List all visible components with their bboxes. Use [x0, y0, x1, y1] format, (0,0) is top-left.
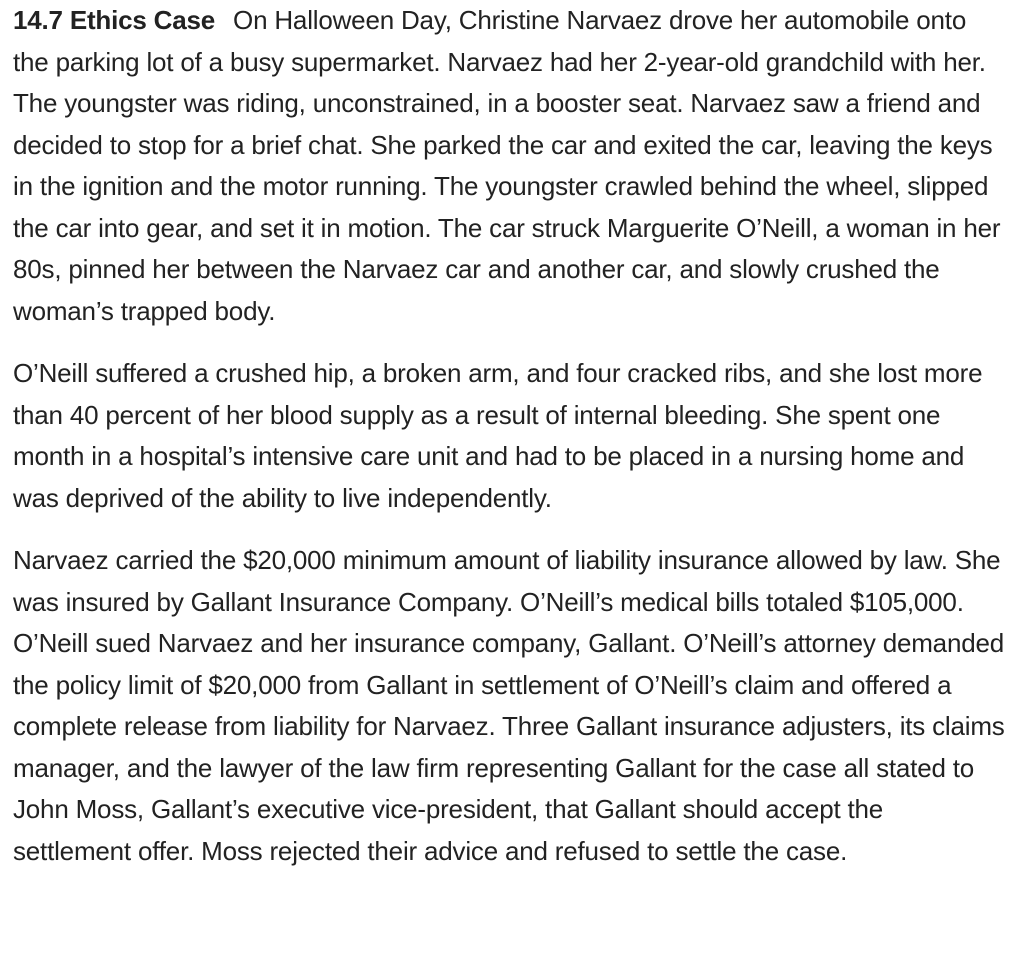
case-title: 14.7 Ethics Case	[13, 5, 216, 35]
case-paragraph-1-text: On Halloween Day, Christine Narvaez drove her automobile onto the parking lot of a busy supermarket. Narvaez had her 2-year-old grandchild with her. The youngster was riding, unconstrained, in a booster seat. Narvaez saw a friend and decided to stop for a brief chat. She parked the car and exited the car, leaving the keys in the ignition and the motor running. The youngster crawled behind the wheel, slipped the car into gear, and set it in motion. The car struck Marguerite O’Neill, a woman in her 80s, pinned her between the Narvaez car and another car, and slowly crushed the woman’s trapped body.	[13, 5, 1001, 326]
case-paragraph-3: Narvaez carried the $20,000 minimum amount of liability insurance allowed by law. She was insured by Gallant Insurance Company. O’Neill’s medical bills totaled $105,000. O’Neill sued Narvaez and her insurance company, Gallant. O’Neill’s attorney demanded the policy limit of $20,000 from Gallant in settlement of O’Neill’s claim and offered a complete release from liability for Narvaez. Three Gallant insurance adjusters, its claims manager, and the lawyer of the law firm representing Gallant for the case all stated to John Moss, Gallant’s executive vice-president, that Gallant should accept the settlement offer. Moss rejected their advice and refused to settle the case.	[13, 545, 1005, 866]
case-paragraph-1	[13, 0, 1006, 332]
case-paragraph-2: O’Neill suffered a crushed hip, a broken arm, and four cracked ribs, and she lost more than 40 percent of her blood supply as a result of internal bleeding. She spent one month in a hospital’s intensive care unit and had to be placed in a nursing home and was deprived of the ability to live independently.	[13, 358, 983, 513]
